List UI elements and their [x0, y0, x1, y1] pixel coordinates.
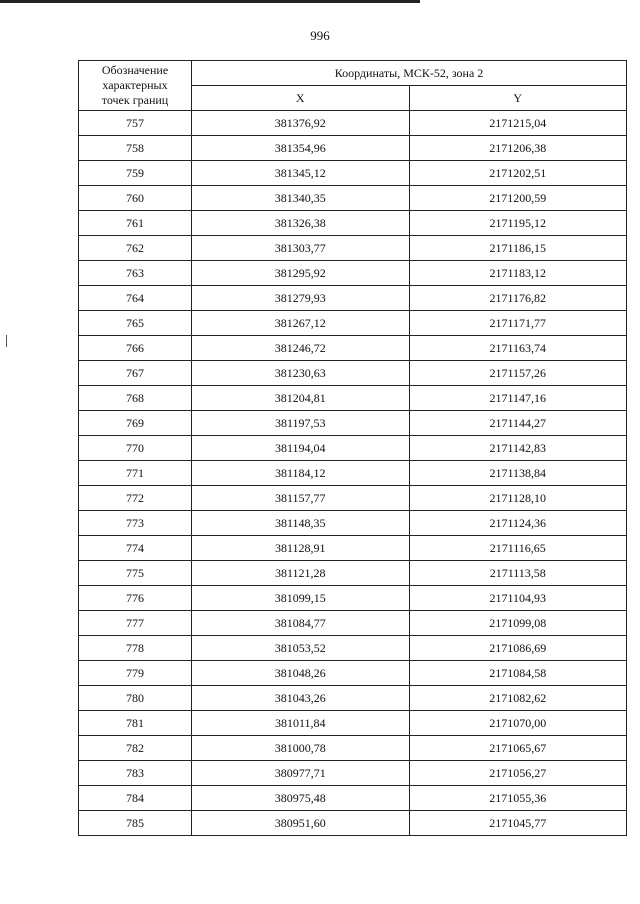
- point-header-line: Обозначение: [101, 63, 169, 77]
- point-cell: 772: [79, 486, 192, 511]
- y-cell: 2171206,38: [409, 136, 627, 161]
- y-cell: 2171065,67: [409, 736, 627, 761]
- x-cell: 381340,35: [192, 186, 410, 211]
- x-cell: 381121,28: [192, 561, 410, 586]
- table-row: [79, 611, 627, 636]
- x-cell: 381230,63: [192, 361, 410, 386]
- point-cell: 763: [79, 261, 192, 286]
- table-row: [79, 411, 627, 436]
- y-cell: 2171202,51: [409, 161, 627, 186]
- x-cell: 381295,92: [192, 261, 410, 286]
- table-row: [79, 536, 627, 561]
- x-cell: 381345,12: [192, 161, 410, 186]
- table-row: [79, 511, 627, 536]
- y-cell: 2171045,77: [409, 811, 627, 836]
- x-cell: 381000,78: [192, 736, 410, 761]
- point-cell: 778: [79, 636, 192, 661]
- y-cell: 2171086,69: [409, 636, 627, 661]
- point-cell: 769: [79, 411, 192, 436]
- point-cell: 761: [79, 211, 192, 236]
- coordinates-table: [78, 60, 627, 836]
- y-cell: 2171215,04: [409, 111, 627, 136]
- page-number: 996: [310, 28, 330, 43]
- point-cell: 768: [79, 386, 192, 411]
- y-cell: 2171147,16: [409, 386, 627, 411]
- x-cell: 380975,48: [192, 786, 410, 811]
- point-cell: 774: [79, 536, 192, 561]
- y-cell: 2171055,36: [409, 786, 627, 811]
- y-cell: 2171183,12: [409, 261, 627, 286]
- point-cell: 762: [79, 236, 192, 261]
- point-cell: 783: [79, 761, 192, 786]
- x-cell: 381157,77: [192, 486, 410, 511]
- x-cell: 381128,91: [192, 536, 410, 561]
- point-cell: 764: [79, 286, 192, 311]
- point-cell: 776: [79, 586, 192, 611]
- table-row: [79, 461, 627, 486]
- y-cell: 2171099,08: [409, 611, 627, 636]
- x-cell: 380977,71: [192, 761, 410, 786]
- table-row: [79, 111, 627, 136]
- x-cell: 381267,12: [192, 311, 410, 336]
- point-cell: 779: [79, 661, 192, 686]
- point-cell: 766: [79, 336, 192, 361]
- table-row: [79, 686, 627, 711]
- y-cell: 2171171,77: [409, 311, 627, 336]
- y-cell: 2171186,15: [409, 236, 627, 261]
- y-cell: 2171116,65: [409, 536, 627, 561]
- x-cell: 381084,77: [192, 611, 410, 636]
- y-cell: 2171157,26: [409, 361, 627, 386]
- point-cell: 770: [79, 436, 192, 461]
- table-row: [79, 786, 627, 811]
- point-cell: 758: [79, 136, 192, 161]
- table-row: [79, 661, 627, 686]
- y-cell: 2171142,83: [409, 436, 627, 461]
- y-cell: 2171128,10: [409, 486, 627, 511]
- point-header-line: характерных: [102, 78, 168, 92]
- point-cell: 757: [79, 111, 192, 136]
- table-row: [79, 286, 627, 311]
- table-row: [79, 386, 627, 411]
- table-row: [79, 636, 627, 661]
- x-cell: 381354,96: [192, 136, 410, 161]
- coordinates-group-header: Координаты, МСК-52, зона 2: [192, 61, 627, 86]
- y-column-header: Y: [409, 86, 627, 111]
- table-row: [79, 186, 627, 211]
- x-cell: 381148,35: [192, 511, 410, 536]
- y-cell: 2171144,27: [409, 411, 627, 436]
- table-row: [79, 586, 627, 611]
- x-cell: 381184,12: [192, 461, 410, 486]
- point-cell: 771: [79, 461, 192, 486]
- table-row: [79, 311, 627, 336]
- x-column-header: X: [192, 86, 410, 111]
- point-cell: 777: [79, 611, 192, 636]
- x-cell: 381053,52: [192, 636, 410, 661]
- top-rule: [0, 0, 420, 3]
- y-cell: 2171104,93: [409, 586, 627, 611]
- table-row: [79, 486, 627, 511]
- table-row: [79, 736, 627, 761]
- table-row: [79, 136, 627, 161]
- y-cell: 2171070,00: [409, 711, 627, 736]
- table-row: [79, 436, 627, 461]
- point-cell: 765: [79, 311, 192, 336]
- table-row: [79, 236, 627, 261]
- table-row: [79, 761, 627, 786]
- x-cell: 380951,60: [192, 811, 410, 836]
- x-cell: 381048,26: [192, 661, 410, 686]
- y-cell: 2171200,59: [409, 186, 627, 211]
- point-cell: 781: [79, 711, 192, 736]
- point-header-line: точек границ: [101, 93, 169, 107]
- y-cell: 2171138,84: [409, 461, 627, 486]
- y-cell: 2171084,58: [409, 661, 627, 686]
- point-cell: 784: [79, 786, 192, 811]
- y-cell: 2171082,62: [409, 686, 627, 711]
- x-cell: 381043,26: [192, 686, 410, 711]
- table-row: [79, 336, 627, 361]
- y-cell: 2171176,82: [409, 286, 627, 311]
- point-column-header: [79, 61, 192, 111]
- table-row: [79, 711, 627, 736]
- x-cell: 381204,81: [192, 386, 410, 411]
- table-row: [79, 361, 627, 386]
- x-cell: 381197,53: [192, 411, 410, 436]
- y-cell: 2171195,12: [409, 211, 627, 236]
- x-cell: 381326,38: [192, 211, 410, 236]
- table-row: [79, 161, 627, 186]
- table-row: [79, 811, 627, 836]
- y-cell: 2171124,36: [409, 511, 627, 536]
- x-cell: 381376,92: [192, 111, 410, 136]
- point-cell: 775: [79, 561, 192, 586]
- point-cell: 773: [79, 511, 192, 536]
- point-cell: 760: [79, 186, 192, 211]
- y-cell: 2171113,58: [409, 561, 627, 586]
- point-cell: 759: [79, 161, 192, 186]
- table-header: [79, 61, 627, 111]
- x-cell: 381303,77: [192, 236, 410, 261]
- x-cell: 381011,84: [192, 711, 410, 736]
- y-cell: 2171163,74: [409, 336, 627, 361]
- point-cell: 782: [79, 736, 192, 761]
- point-cell: 780: [79, 686, 192, 711]
- x-cell: 381099,15: [192, 586, 410, 611]
- x-cell: 381194,04: [192, 436, 410, 461]
- point-cell: 785: [79, 811, 192, 836]
- table-row: [79, 261, 627, 286]
- x-cell: 381246,72: [192, 336, 410, 361]
- table-body: [79, 111, 627, 836]
- x-cell: 381279,93: [192, 286, 410, 311]
- table-row: [79, 561, 627, 586]
- scan-mark: [6, 335, 7, 347]
- y-cell: 2171056,27: [409, 761, 627, 786]
- point-cell: 767: [79, 361, 192, 386]
- table-row: [79, 211, 627, 236]
